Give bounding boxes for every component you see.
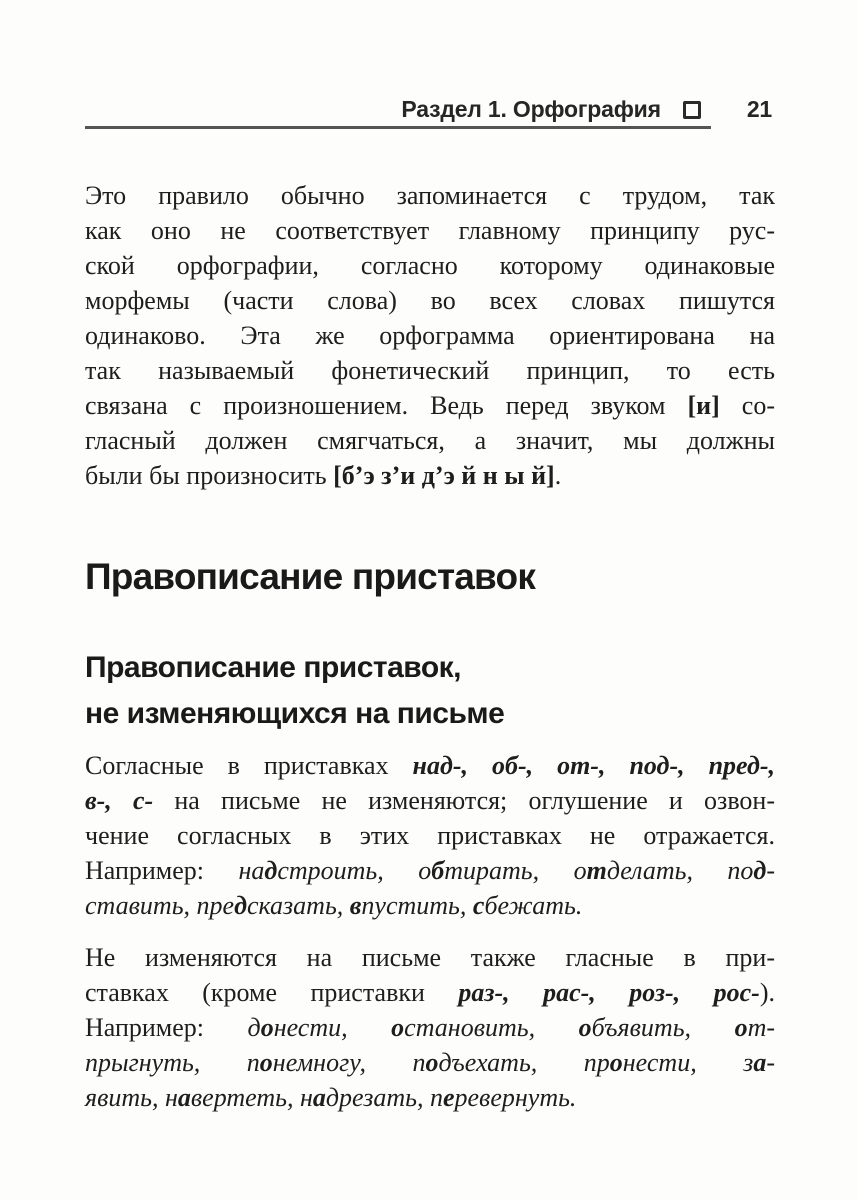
text-segment: -: [766, 856, 775, 885]
text-segment: вертеть, н: [190, 1083, 313, 1112]
text-segment: становить,: [404, 1013, 579, 1042]
text-line: [85, 283, 775, 318]
text-segment: т-: [747, 1013, 775, 1042]
text-segment: на: [238, 856, 265, 885]
text-segment: сказать,: [246, 891, 350, 920]
text-segment: прыгнуть, п: [85, 1048, 260, 1077]
text-segment: чение согласных в этих приставках не отражается.: [85, 821, 775, 850]
text-line: [85, 458, 775, 493]
text-segment: морфемы (части слова) во всех словах пишутся: [85, 286, 775, 315]
text-segment: д: [234, 891, 247, 920]
text-line: [85, 783, 775, 818]
text-line: [85, 248, 775, 283]
text-segment: о: [734, 1013, 748, 1042]
text-segment: е: [442, 1083, 455, 1112]
text-line: [85, 388, 775, 423]
text-segment: ставить, пре: [85, 891, 235, 920]
text-segment: .: [554, 461, 562, 490]
intro-paragraph: [85, 178, 775, 493]
text-line: [85, 818, 775, 853]
text-segment: так называемый фонетический принцип, то есть: [85, 356, 775, 385]
text-segment: о: [609, 1048, 623, 1077]
text-segment: [б’э з’и д’э й н ы й]: [333, 461, 555, 490]
text-segment: д: [247, 1013, 261, 1042]
text-segment: связана с произношением. Ведь перед звуком: [85, 391, 688, 420]
text-segment: ревернуть.: [454, 1083, 577, 1112]
text-line: [85, 940, 775, 975]
consonant-prefixes-paragraph: [85, 748, 775, 923]
running-head: [85, 96, 772, 123]
text-line: [85, 423, 775, 458]
text-segment: а: [753, 1048, 767, 1077]
text-segment: ).: [759, 978, 775, 1007]
text-segment: б: [431, 856, 445, 885]
text-segment: в-, с-: [85, 786, 154, 815]
text-segment: Например:: [85, 856, 239, 885]
text-line: [85, 213, 775, 248]
subsection-heading: [85, 645, 775, 737]
text-segment: бъявить,: [591, 1013, 735, 1042]
text-line: [85, 318, 775, 353]
text-segment: раз-, рас-, роз-, рос-: [458, 978, 760, 1007]
header-divider-rule: [85, 126, 711, 129]
text-segment: над-, об-, от-, под-, пред-,: [412, 751, 775, 780]
text-segment: о: [425, 1048, 439, 1077]
text-segment: о: [260, 1013, 274, 1042]
text-line: [85, 1080, 775, 1115]
subsection-heading-line: Правописание приставок,: [85, 651, 461, 684]
text-segment: дъехать, пр: [438, 1048, 610, 1077]
text-line: [85, 353, 775, 388]
text-segment: были бы произносить: [85, 461, 334, 490]
page-content: [85, 178, 775, 1115]
text-segment: с: [472, 891, 485, 920]
text-segment: явить, н: [85, 1083, 178, 1112]
text-segment: пустить,: [361, 891, 473, 920]
text-segment: д: [753, 856, 767, 885]
subsection-heading-line: не изменяющихся на письме: [85, 697, 505, 730]
text-segment: нести, з: [622, 1048, 754, 1077]
text-segment: строить, о: [277, 856, 432, 885]
text-line: [85, 1010, 775, 1045]
text-segment: нести,: [273, 1013, 392, 1042]
text-segment: ской орфографии, согласно которому одинаковые: [85, 251, 775, 280]
page-number: 21: [746, 96, 772, 122]
text-segment: гласный должен смягчаться, а значит, мы должны: [85, 426, 775, 455]
text-line: [85, 853, 775, 888]
text-segment: бежать.: [484, 891, 583, 920]
text-segment: дрезать, п: [325, 1083, 443, 1112]
text-segment: а: [177, 1083, 191, 1112]
running-head-section-title: Раздел 1. Орфография: [401, 96, 661, 122]
text-segment: на письме не изменяются; оглушение и озвон-: [153, 786, 775, 815]
text-segment: о: [259, 1048, 273, 1077]
vowel-prefixes-paragraph: [85, 940, 775, 1115]
text-segment: -: [766, 1048, 776, 1077]
text-segment: д: [264, 856, 278, 885]
text-segment: делать, по: [606, 856, 754, 885]
text-segment: т: [586, 856, 607, 885]
text-segment: о: [391, 1013, 405, 1042]
text-segment: Согласные в приставках: [85, 751, 413, 780]
text-segment: Это правило обычно запоминается с трудом, так: [85, 181, 775, 210]
text-line: [85, 975, 775, 1010]
square-marker-icon: [683, 101, 701, 119]
text-segment: немногу, п: [272, 1048, 426, 1077]
section-heading: Правописание приставок: [85, 556, 536, 597]
text-segment: в: [349, 891, 362, 920]
text-segment: ставках (кроме приставки: [85, 978, 459, 1007]
text-line: [85, 888, 775, 923]
text-segment: как оно не соответствует главному принципу рус-: [85, 216, 775, 245]
text-segment: о: [578, 1013, 592, 1042]
text-line: [85, 178, 775, 213]
text-line: [85, 748, 775, 783]
text-segment: тирать, о: [444, 856, 587, 885]
text-segment: [и]: [687, 391, 720, 420]
text-line: [85, 1045, 775, 1080]
text-segment: одинаково. Эта же орфограмма ориентирована на: [85, 321, 775, 350]
text-segment: Например:: [85, 1013, 248, 1042]
text-segment: Не изменяются на письме также гласные в при-: [85, 943, 775, 972]
text-segment: а: [312, 1083, 326, 1112]
text-segment: со-: [719, 391, 775, 420]
